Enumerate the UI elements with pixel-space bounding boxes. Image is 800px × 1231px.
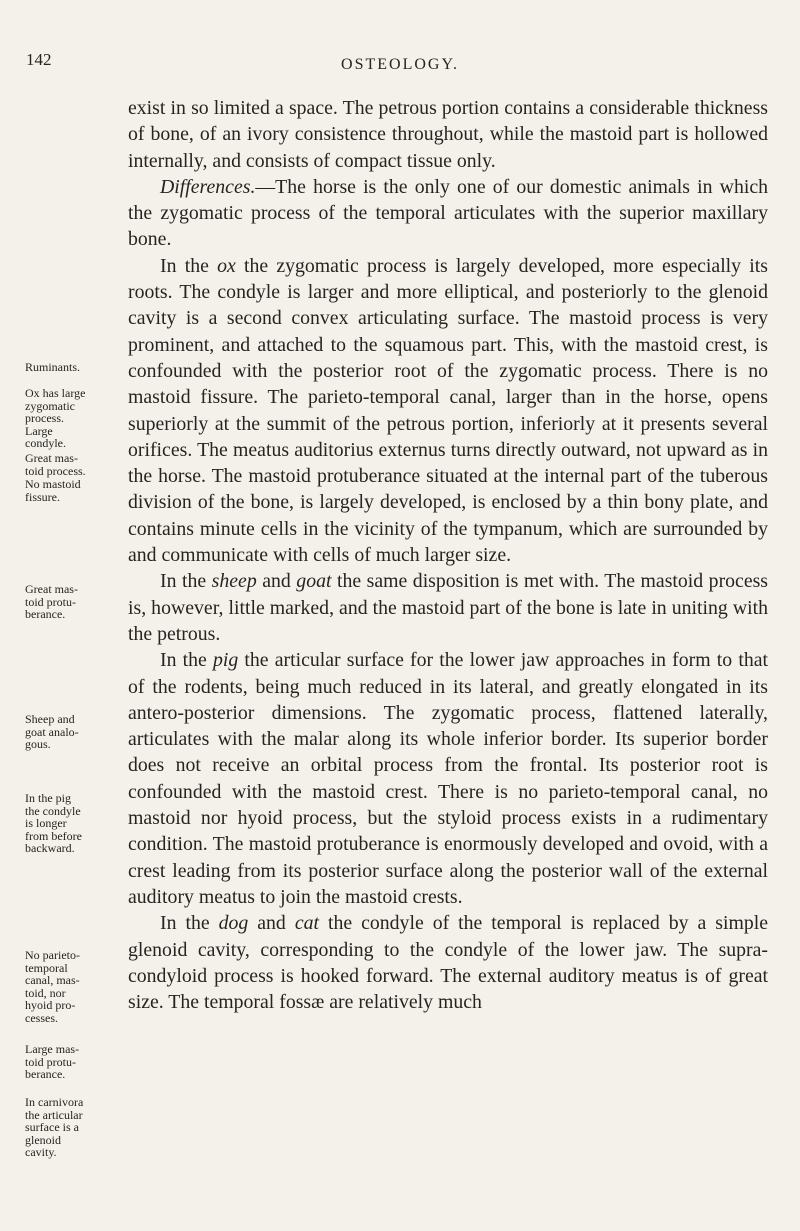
side-note-line: Large bbox=[25, 423, 53, 438]
side-note-line: temporal bbox=[25, 960, 68, 975]
paragraph-continuation bbox=[128, 95, 768, 174]
side-note bbox=[25, 1043, 123, 1081]
paragraph-pig bbox=[128, 647, 768, 910]
paragraph-text: the same disposition is met with. The mastoid process is, however, little marked, and the mastoid part of the bone is late in uniting with the petrous. bbox=[128, 570, 768, 645]
side-note-line: is longer bbox=[25, 816, 67, 831]
side-note-line: Large mas- bbox=[25, 1042, 80, 1056]
side-note bbox=[25, 361, 123, 374]
side-note-line: toid process. bbox=[25, 463, 86, 478]
animal-name: pig bbox=[212, 649, 239, 672]
paragraph-ox bbox=[128, 253, 768, 569]
side-note-line: glenoid bbox=[25, 1132, 61, 1147]
running-head: OSTEOLOGY. bbox=[341, 56, 459, 73]
side-note bbox=[25, 387, 123, 450]
paragraph-text: —The horse is the only one of our domestic animals in which the zygomatic process of the temporal articulates with the superior maxillary bone. bbox=[128, 175, 768, 251]
paragraph-sheep-goat bbox=[128, 568, 768, 647]
side-note bbox=[25, 478, 123, 503]
side-note bbox=[25, 1096, 123, 1159]
side-note-line: cesses. bbox=[25, 1010, 58, 1025]
side-note-line: the condyle bbox=[25, 803, 81, 818]
side-note-line: the articular bbox=[25, 1107, 83, 1122]
paragraph-text: and bbox=[248, 912, 295, 935]
side-note-line: backward. bbox=[25, 841, 75, 856]
animal-name: goat bbox=[296, 570, 332, 593]
paragraph-text: In the bbox=[160, 912, 219, 935]
side-note-line: No mastoid bbox=[25, 477, 81, 491]
paragraph-lead: Differences. bbox=[160, 175, 256, 198]
side-note-line: condyle. bbox=[25, 436, 66, 451]
side-note-line: from before bbox=[25, 828, 82, 843]
paragraph-text: the articular surface for the lower jaw approaches in form to that of the rodents, being much reduced in its lateral, and greatly elongated in its antero-posterior dimensions. The zygomatic process, flattened laterally, articulates with the malar along its whole inferior border. Its superior border does not receive an orbital process from the frontal. Its posterior root is confounded with the mastoid crest. There is no parieto-temporal canal, no mastoid nor hyoid process, but the styloid process exists in a rudimentary condition. The mastoid protuberance is enormously developed and ovoid, with a crest leading from its posterior surface along the posterior wall of the external auditory meatus to join the mastoid crests. bbox=[128, 649, 768, 908]
side-note-line: gous. bbox=[25, 737, 51, 752]
side-note bbox=[25, 713, 123, 751]
side-note-line: process. bbox=[25, 411, 64, 426]
side-note-line: No parieto- bbox=[25, 948, 80, 962]
page-number: 142 bbox=[26, 50, 52, 69]
side-note-line: Great mas- bbox=[25, 582, 78, 596]
paragraph-text: the condyle of the temporal is replaced by a simple glenoid cavity, corresponding to the condyle of the lower jaw. The supra-condyloid process is hooked forward. The external auditory meatus is of great size. The temporal fossæ are relatively much bbox=[128, 912, 768, 1014]
side-note-line: berance. bbox=[25, 1067, 66, 1082]
side-note-line: hyoid pro- bbox=[25, 998, 76, 1013]
side-note-line: goat analo- bbox=[25, 724, 79, 739]
paragraph-text: In the bbox=[160, 649, 213, 672]
body-text bbox=[128, 95, 768, 1015]
side-note-line: In the pig bbox=[25, 791, 71, 805]
side-note-line: toid protu- bbox=[25, 1054, 76, 1069]
animal-name: cat bbox=[294, 912, 319, 935]
animal-name: dog bbox=[218, 912, 249, 935]
side-note-line: In carnivora bbox=[25, 1095, 84, 1109]
side-note-line: toid, nor bbox=[25, 985, 66, 1000]
animal-name: sheep bbox=[211, 570, 257, 593]
side-note bbox=[25, 792, 123, 855]
animal-name: ox bbox=[217, 254, 236, 277]
side-note-line: Ruminants. bbox=[25, 360, 81, 374]
side-note bbox=[25, 949, 123, 1025]
paragraph-differences bbox=[128, 174, 768, 253]
paragraph-dog-cat bbox=[128, 910, 768, 1015]
side-note-line: canal, mas- bbox=[25, 973, 80, 988]
side-note-line: Ox has large bbox=[25, 386, 86, 400]
side-note-line: fissure. bbox=[25, 489, 60, 504]
side-note-line: zygomatic bbox=[25, 398, 75, 413]
side-note bbox=[25, 452, 123, 477]
side-note-line: Sheep and bbox=[25, 712, 75, 726]
side-note-line: Great mas- bbox=[25, 451, 78, 465]
paragraph-text: In the bbox=[160, 254, 218, 277]
paragraph-text: exist in so limited a space. The petrous portion contains a considerable thickness of bone, of an ivory consistence throughout, while the mastoid part is hollowed internally, and consists of compact tissue only. bbox=[128, 97, 768, 172]
paragraph-text: the zygomatic process is largely developed, more especially its roots. The condyle is larger and more elliptical, and posteriorly to the glenoid cavity is a second convex articulating surface. The mastoid process is very prominent, and attached to the squamous part. This, with the mastoid crest, is confounded with the posterior root of the zygomatic process. There is no mastoid fissure. The parieto-temporal canal, larger than in the horse, opens superiorly at the summit of the petrous portion, inferiorly at it presents several orifices. The meatus auditorius externus turns directly outward, not upward as in the horse. The mastoid protuberance situated at the internal part of the tuberous division of the bone, is largely developed, is enclosed by a thin bony plate, and contains minute cells in the vicinity of the tympanum, which are surrounded by and communicate with cells of much larger size. bbox=[128, 254, 768, 567]
side-note-line: toid protu- bbox=[25, 594, 76, 609]
side-note-line: cavity. bbox=[25, 1145, 57, 1160]
side-note-line: surface is a bbox=[25, 1120, 79, 1135]
paragraph-text: In the bbox=[160, 570, 212, 593]
side-note bbox=[25, 583, 123, 621]
paragraph-text: and bbox=[256, 570, 297, 593]
side-note-line: berance. bbox=[25, 607, 66, 622]
